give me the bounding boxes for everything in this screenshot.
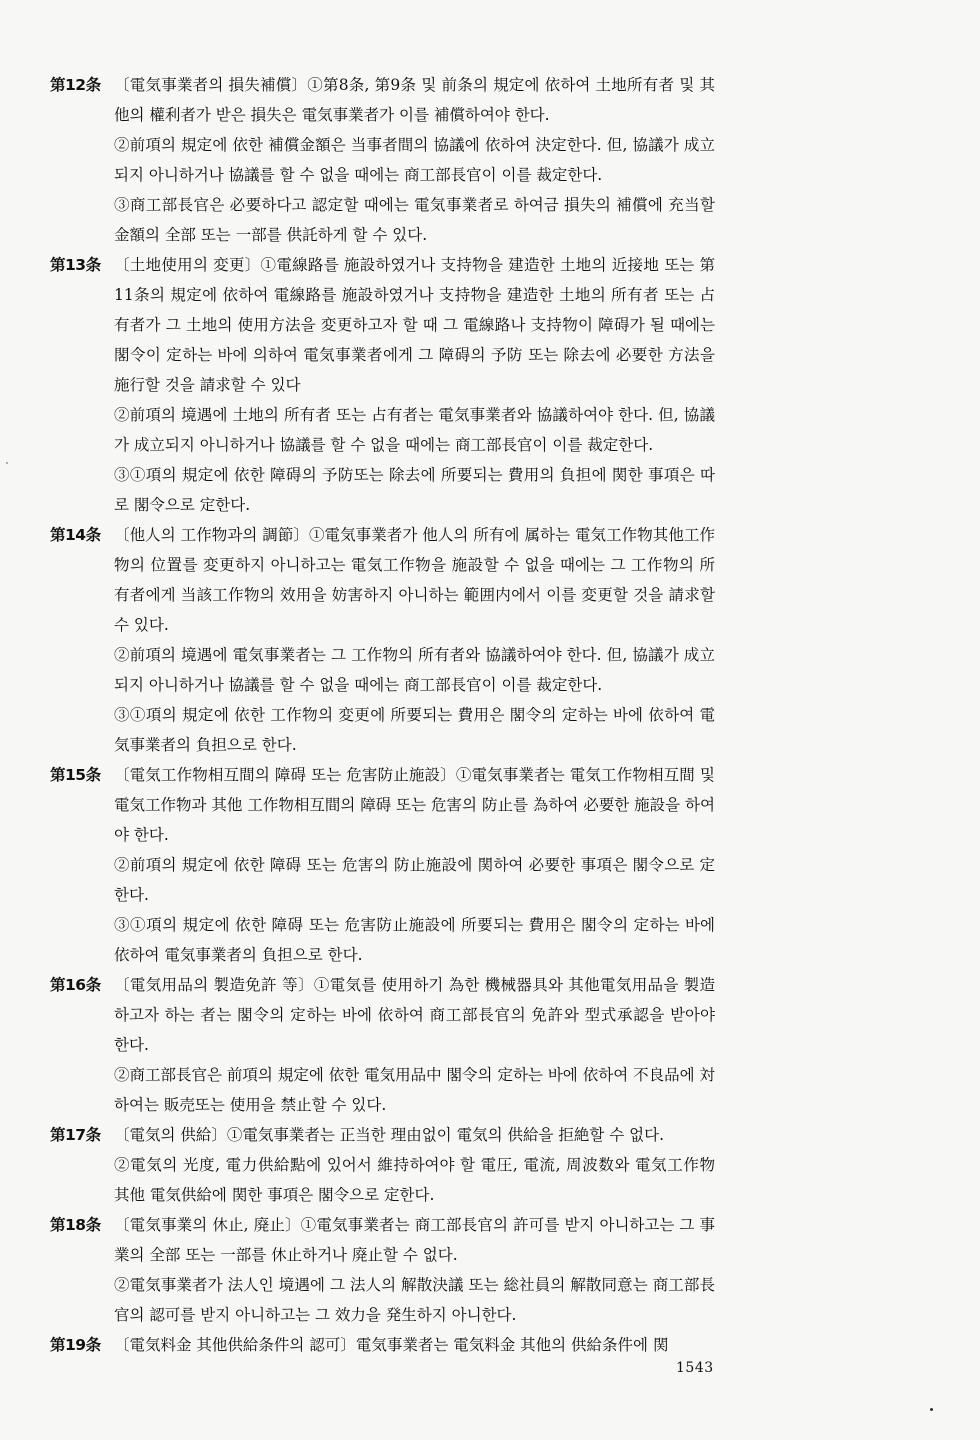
article	[50, 760, 715, 970]
article-body	[114, 250, 715, 520]
article-paragraph: ②電気事業者가 法人인 境遇에 그 法人의 解散決議 또는 総社員의 解散同意는 商工部長官의 認可를 받지 아니하고는 그 效力을 発生하지 아니한다.	[114, 1276, 715, 1324]
article	[50, 70, 715, 250]
article-number: 第13条	[50, 256, 101, 274]
scan-speck	[6, 462, 8, 464]
article	[50, 520, 715, 760]
article-body	[114, 970, 715, 1120]
article-body	[114, 760, 715, 970]
article-number: 第17条	[50, 1126, 101, 1144]
article-number: 第19条	[50, 1336, 101, 1354]
article-body	[114, 70, 715, 250]
article-paragraph: 〔土地使用의 変更〕①電線路를 施設하였거나 支持物을 建造한 土地의 近接地 또는 第11条의 規定에 依하여 電線路를 施設하였거나 支持物을 建造한 土地의 所有者 또는 占有者가 그 土地의 使用方法을 変更하고자 할 때 그 電線路나 支持物이 障碍가 될 때에는 閣令이 定하는 바에 의하여 電気事業者에게 그 障碍의 予防 또는 除去에 必要한 方法을 施行할 것을 請求할 수 있다	[114, 256, 715, 394]
articles-list	[50, 70, 715, 1360]
article-body	[114, 1330, 715, 1360]
article	[50, 1330, 715, 1360]
article-paragraph: ②前項의 規定에 依한 障碍 또는 危害의 防止施設에 関하여 必要한 事項은 閣令으로 定한다.	[114, 856, 715, 904]
article-paragraph: ②前項의 規定에 依한 補償金額은 当事者間의 協議에 依하여 決定한다. 但, 協議가 成立되지 아니하거나 協議를 할 수 없을 때에는 商工部長官이 이를 裁定한다.	[114, 136, 715, 184]
article	[50, 970, 715, 1120]
article	[50, 250, 715, 520]
article	[50, 1210, 715, 1330]
article-number: 第12条	[50, 76, 101, 94]
article-paragraph: 〔他人의 工作物과의 調節〕①電気事業者가 他人의 所有에 属하는 電気工作物其他工作物의 位置를 変更하지 아니하고는 電気工作物을 施設할 수 없을 때에는 그 工作物의 所有者에게 当該工作物의 效用을 妨害하지 아니하는 範囲内에서 이를 変更할 것을 請求할 수 있다.	[114, 526, 715, 634]
article-paragraph: ②商工部長官은 前項의 規定에 依한 電気用品中 閣令의 定하는 바에 依하여 不良品에 対하여는 販売또는 使用을 禁止할 수 있다.	[114, 1066, 715, 1114]
article-paragraph: 〔電気料金 其他供給条件의 認可〕電気事業者는 電気料金 其他의 供給条件에 関	[114, 1336, 669, 1354]
article-paragraph: 〔電気工作物相互間의 障碍 또는 危害防止施設〕①電気事業者는 電気工作物相互間 및 電気工作物과 其他 工作物相互間의 障碍 또는 危害의 防止를 為하여 必要한 施設을 하여야 한다.	[114, 766, 715, 844]
article-paragraph: 〔電気의 供給〕①電気事業者는 正当한 理由없이 電気의 供給을 拒絶할 수 없다.	[114, 1126, 665, 1144]
article-paragraph: 〔電気事業의 休止, 廃止〕①電気事業者는 商工部長官의 許可를 받지 아니하고는 그 事業의 全部 또는 一部를 休止하거나 廃止할 수 없다.	[114, 1216, 715, 1264]
article-paragraph: ③①項의 規定에 依한 障碍 또는 危害防止施設에 所要되는 費用은 閣令의 定하는 바에 依하여 電気事業者의 負担으로 한다.	[114, 916, 715, 964]
article-paragraph: 〔電気事業者의 損失補償〕①第8条, 第9条 및 前条의 規定에 依하여 土地所有者 및 其他의 權利者가 받은 損失은 電気事業者가 이를 補償하여야 한다.	[114, 76, 715, 124]
article-paragraph: ②電気의 光度, 電力供給點에 있어서 維持하여야 할 電圧, 電流, 周波数와 電気工作物 其他 電気供給에 関한 事項은 閣令으로 定한다.	[114, 1156, 715, 1204]
article-paragraph: ②前項의 境遇에 電気事業者는 그 工作物의 所有者와 協議하여야 한다. 但, 協議가 成立되지 아니하거나 協議를 할 수 없을 때에는 商工部長官이 이를 裁定한다.	[114, 646, 715, 694]
article-body	[114, 520, 715, 760]
article-body	[114, 1120, 715, 1210]
scan-speck	[930, 1408, 933, 1411]
article-number: 第18条	[50, 1216, 101, 1234]
article-number: 第14条	[50, 526, 101, 544]
article-number: 第15条	[50, 766, 101, 784]
article-body	[114, 1210, 715, 1330]
article	[50, 1120, 715, 1210]
article-number: 第16条	[50, 976, 101, 994]
article-paragraph: ③①項의 規定에 依한 工作物의 変更에 所要되는 費用은 閣令의 定하는 바에 依하여 電気事業者의 負担으로 한다.	[114, 706, 715, 754]
article-paragraph: 〔電気用品의 製造免許 等〕①電気를 使用하기 為한 機械器具와 其他電気用品을 製造하고자 하는 者는 閣令의 定하는 바에 依하여 商工部長官의 免許와 型式承認을 받아야 한다.	[114, 976, 715, 1054]
article-paragraph: ③①項의 規定에 依한 障碍의 予防또는 除去에 所要되는 費用의 負担에 関한 事項은 따로 閣令으로 定한다.	[114, 466, 715, 514]
page-number: 1543	[676, 1360, 714, 1376]
article-paragraph: ③商工部長官은 必要하다고 認定할 때에는 電気事業者로 하여금 損失의 補償에 充当할 金額의 全部 또는 一部를 供託하게 할 수 있다.	[114, 196, 715, 244]
article-paragraph: ②前項의 境遇에 土地의 所有者 또는 占有者는 電気事業者와 協議하여야 한다. 但, 協議가 成立되지 아니하거나 協議를 할 수 없을 때에는 商工部長官이 이를 裁定한다.	[114, 406, 715, 454]
